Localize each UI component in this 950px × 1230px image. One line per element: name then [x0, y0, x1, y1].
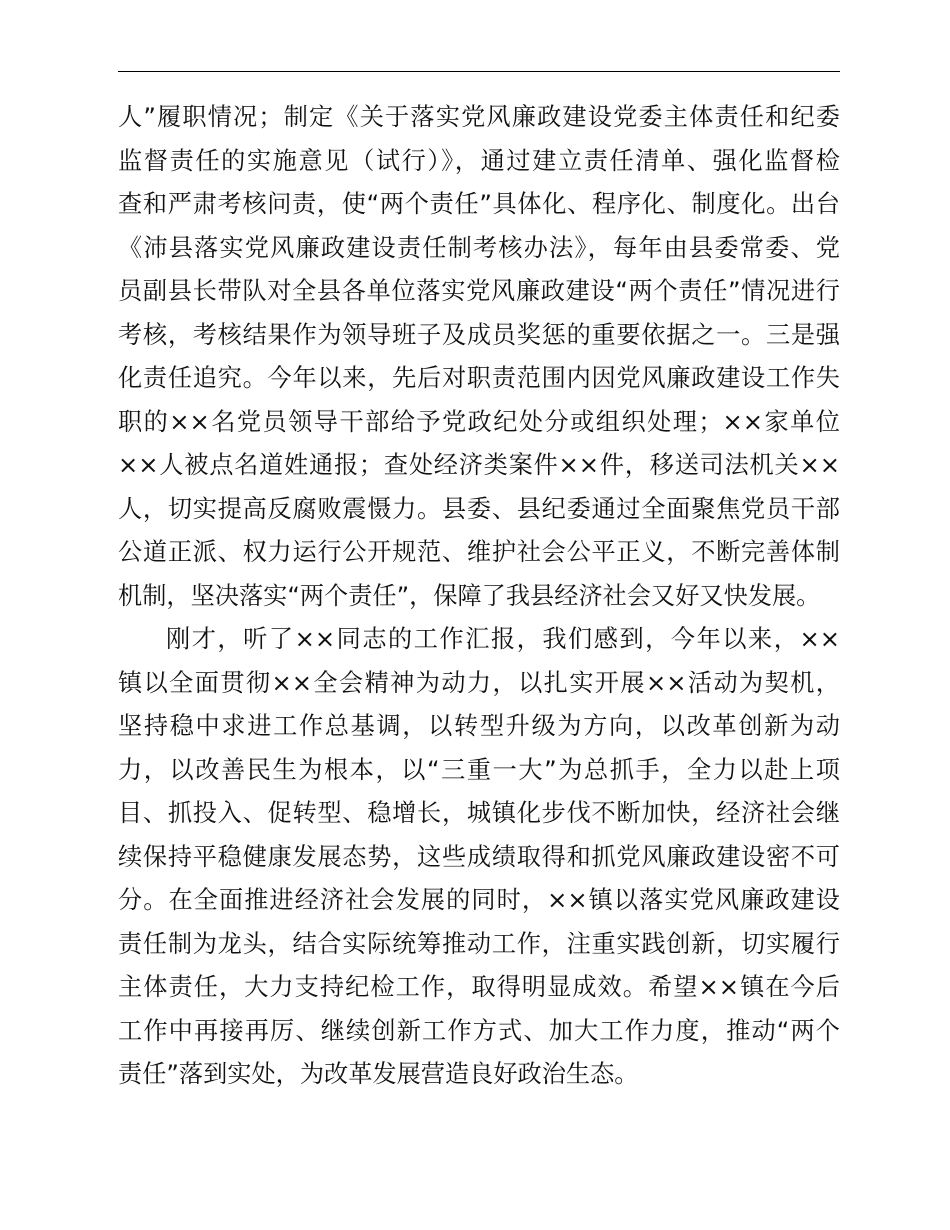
text-line: 人，切实提高反腐败震慑力。县委、县纪委通过全面聚焦党员干部: [118, 494, 840, 523]
text-line: 目、抓投入、促转型、稳增长，城镇化步伐不断加快，经济社会继: [118, 799, 840, 827]
text-line: 工作中再接再厉、继续创新工作方式、加大工作力度，推动“两个: [118, 1016, 840, 1045]
text-line: 监督责任的实施意见（试行）》，通过建立责任清单、强化监督检: [118, 146, 840, 175]
text-line: 员副县长带队对全县各单位落实党风廉政建设“两个责任”情况进行: [118, 277, 840, 305]
text-line: 考核，考核结果作为领导班子及成员奖惩的重要依据之一。三是强: [118, 320, 840, 349]
text-line: 机制，坚决落实“两个责任”，保障了我县经济社会又好又快发展。: [118, 581, 821, 610]
header-rule: [118, 71, 840, 72]
text-line: 查和严肃考核问责，使“两个责任”具体化、程序化、制度化。出台: [118, 190, 840, 218]
text-line: 刚才，听了××同志的工作汇报，我们感到，今年以来，××: [166, 625, 840, 653]
text-line: 责任”落到实处，为改革发展营造良好政治生态。: [118, 1060, 639, 1088]
text-line: 职的××名党员领导干部给予党政纪处分或组织处理；××家单位: [118, 407, 840, 436]
paragraph-1: [118, 96, 840, 618]
text-line: 续保持平稳健康发展态势，这些成绩取得和抓党风廉政建设密不可: [118, 842, 840, 871]
text-line: ××人被点名道姓通报；查处经济类案件××件，移送司法机关××: [118, 451, 840, 479]
text-line: 人”履职情况；制定《关于落实党风廉政建设党委主体责任和纪委: [118, 103, 840, 131]
text-line: 镇以全面贯彻××全会精神为动力，以扎实开展××活动为契机，: [118, 668, 840, 697]
paragraph-2: [118, 618, 840, 1097]
text-line: 公道正派、权力运行公开规范、维护社会公平正义，不断完善体制: [118, 538, 840, 566]
text-line: 力，以改善民生为根本，以“三重一大”为总抓手，全力以赴上项: [118, 755, 840, 784]
text-line: 坚持稳中求进工作总基调，以转型升级为方向，以改革创新为动: [118, 712, 840, 740]
text-line: 《沛县落实党风廉政建设责任制考核办法》，每年由县委常委、党: [118, 233, 840, 262]
body-text: [118, 96, 840, 1097]
text-line: 化责任追究。今年以来，先后对职责范围内因党风廉政建设工作失: [118, 364, 840, 392]
text-line: 分。在全面推进经济社会发展的同时，××镇以落实党风廉政建设: [118, 886, 840, 914]
text-line: 主体责任，大力支持纪检工作，取得明显成效。希望××镇在今后: [118, 973, 840, 1001]
text-line: 责任制为龙头，结合实际统筹推动工作，注重实践创新，切实履行: [118, 929, 840, 958]
